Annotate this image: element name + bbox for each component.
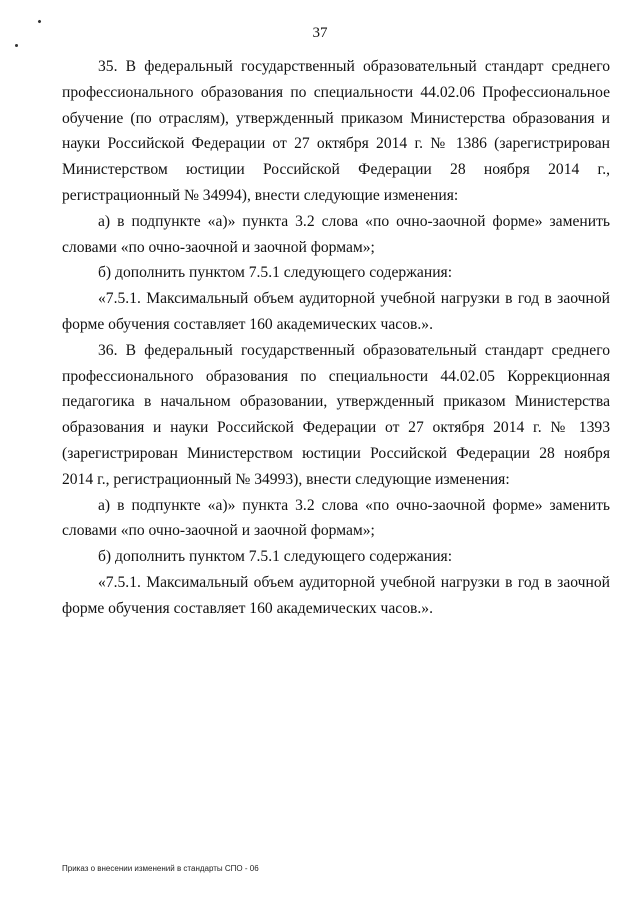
paragraph-35-item-b: б) дополнить пунктом 7.5.1 следующего содержания: — [98, 264, 453, 282]
paragraph-35-quote: «7.5.1. Максимальный объем аудиторной учебной нагрузки в год в заочной форме обучения составляет 160 академических часов.». — [62, 290, 610, 333]
page-number: 37 — [312, 25, 328, 41]
document-body — [62, 54, 610, 622]
scan-speck — [15, 44, 18, 47]
paragraph-35-intro: 35. В федеральный государственный образовательный стандарт среднего профессионального образования по специальности 44.02.06 Профессиональное обучение (по отраслям), утвержденный приказом Министерства образования и науки Российской Федерации от 27 октября 2014 г. № 1386 (зарегистрирован Министерством юстиции Российской Федерации 28 ноября 2014 г., регистрационный № 34994), внести следующие изменения: — [62, 58, 610, 204]
paragraph-36-quote: «7.5.1. Максимальный объем аудиторной учебной нагрузки в год в заочной форме обучения составляет 160 академических часов.». — [62, 573, 610, 617]
paragraph-35-item-a: а) в подпункте «а)» пункта 3.2 слова «по очно-заочной форме» заменить словами «по очно-заочной и заочной формам»; — [62, 212, 610, 256]
scan-speck — [37, 19, 41, 23]
paragraph-36-item-a: а) в подпункте «а)» пункта 3.2 слова «по очно-заочной форме» заменить словами «по очно-заочной и заочной формам»; — [62, 496, 610, 540]
paragraph-36-item-b: б) дополнить пунктом 7.5.1 следующего содержания: — [98, 548, 453, 566]
page-footer: Приказ о внесении изменений в стандарты СПО - 06 — [62, 864, 259, 873]
paragraph-36-intro: 36. В федеральный государственный образовательный стандарт среднего профессионального образования по специальности 44.02.05 Коррекционная педагогика в начальном образовании, утвержденный приказом Министерства образования и науки Российской Федерации от 27 октября 2014 г. № 1393 (зарегистрирован Министерством юстиции Российской Федерации 28 ноября 2014 г., регистрационный № 34993), внести следующие изменения: — [62, 341, 610, 488]
